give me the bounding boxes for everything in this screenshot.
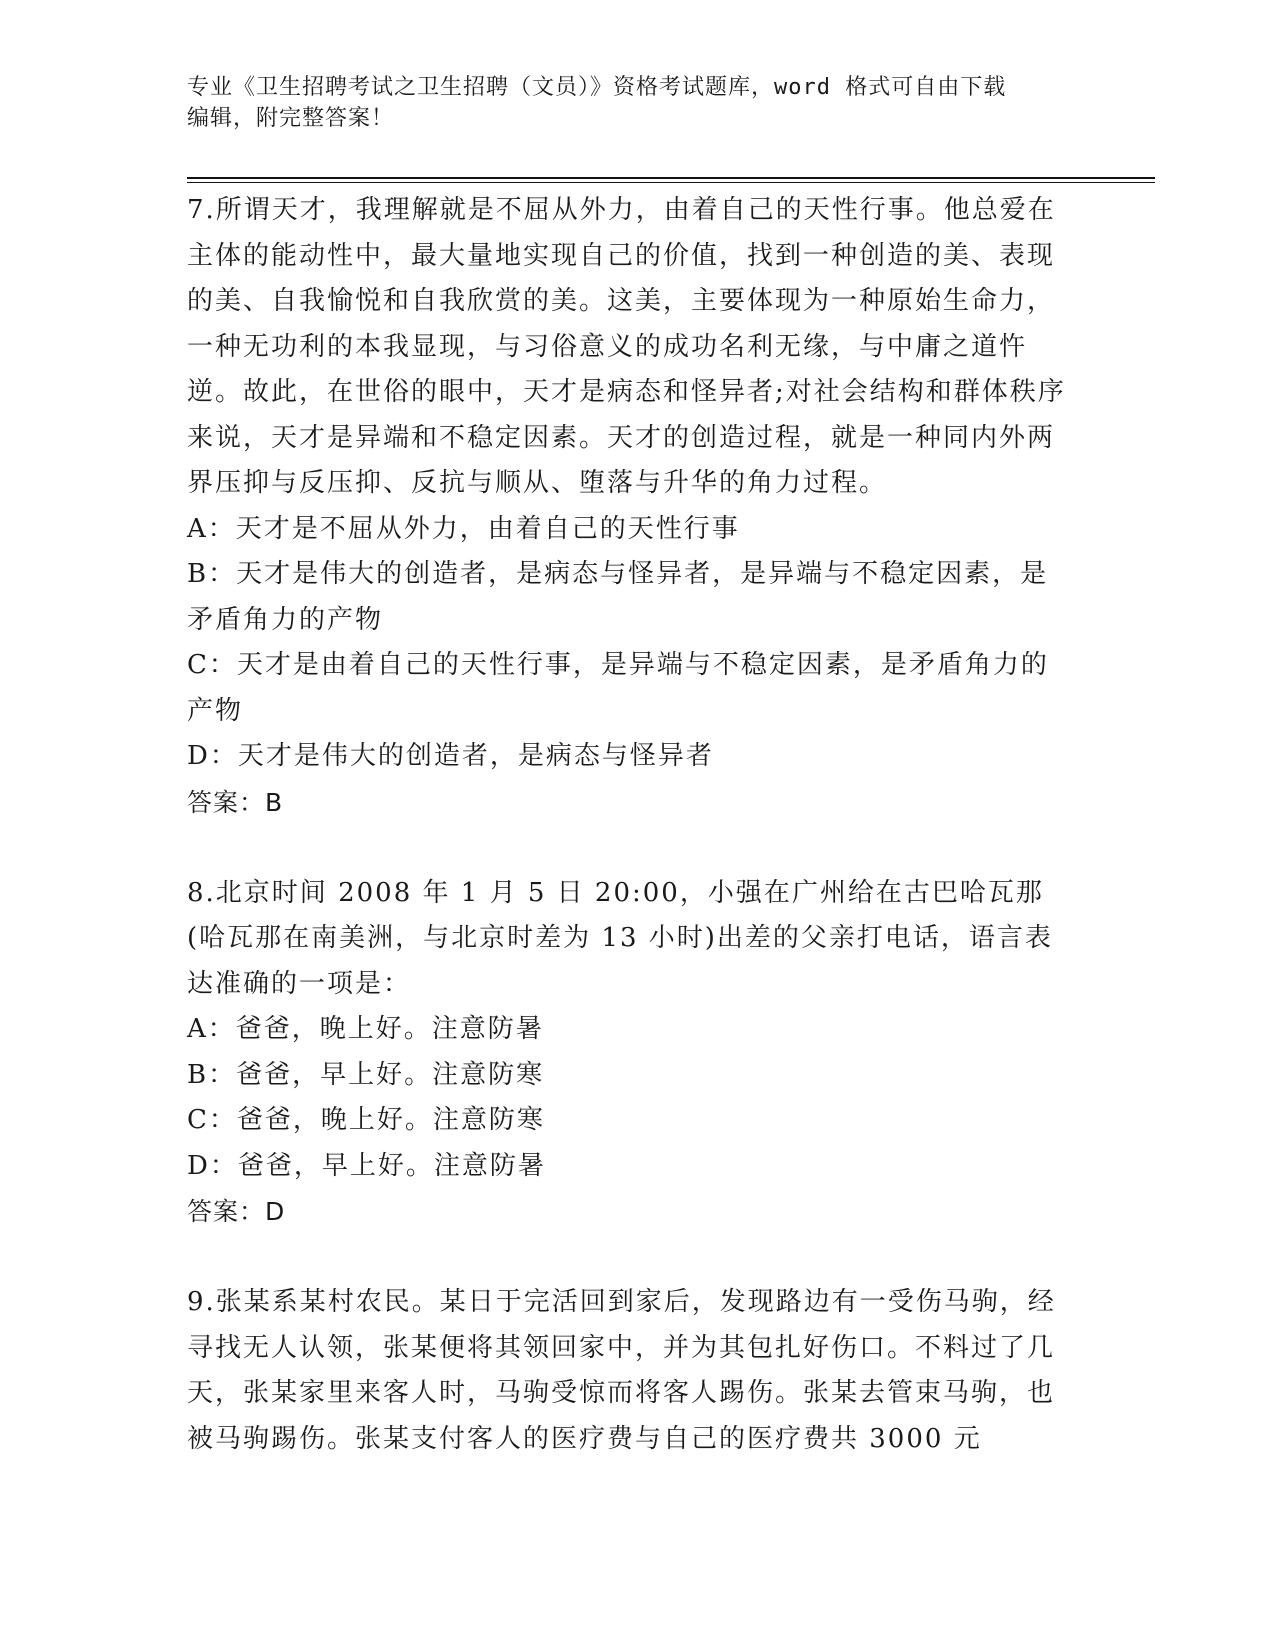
option-c: C：爸爸，晚上好。注意防寒: [187, 1105, 545, 1135]
header-rule-thick: [187, 177, 1155, 179]
question-list: [187, 188, 1067, 1462]
option-b: B：天才是伟大的创造者，是病态与怪异者，是异端与不稳定因素，是矛盾角力的产物: [187, 559, 1049, 635]
header-line-2: 编辑，附完整答案！: [187, 106, 395, 131]
question-stem: 7.所谓天才，我理解就是不屈从外力，由着自己的天性行事。他总爱在主体的能动性中，最大量地实现自己的价值，找到一种创造的美、表现的美、自我愉悦和自我欣赏的美。这美，主要体现为一种原始生命力，一种无功利的本我显现，与习俗意义的成功名利无缘，与中庸之道忤逆。故此，在世俗的眼中，天才是病态和怪异者;对社会结构和群体秩序来说，天才是异端和不稳定因素。天才的创造过程，就是一种同内外两界压抑与反压抑、反抗与顺从、堕落与升华的角力过程。: [187, 195, 1066, 498]
answer-label: 答案：B: [187, 787, 284, 817]
question-8: [187, 871, 1067, 1235]
option-a: A：天才是不屈从外力，由着自己的天性行事: [187, 513, 740, 544]
question-stem: 9.张某系某村农民。某日于完活回到家后，发现路边有一受伤马驹，经寻找无人认领，张某便将其领回家中，并为其包扎好伤口。不料过了几天，张某家里来客人时，马驹受惊而将客人踢伤。张某去管束马驹，也被马驹踢伤。张某支付客人的医疗费与自己的医疗费共 3000 元: [187, 1287, 1056, 1454]
header-line-1: 专业《卫生招聘考试之卫生招聘（文员）》资格考试题库，word 格式可自由下载: [187, 75, 1007, 100]
question-spacer: [187, 825, 1067, 871]
question-spacer: [187, 1235, 1067, 1281]
question-7: [187, 188, 1067, 825]
option-b: B：爸爸，早上好。注意防寒: [187, 1059, 545, 1090]
question-9: [187, 1280, 1067, 1462]
header-rule-thin: [187, 182, 1155, 183]
page-header: [187, 72, 1067, 134]
option-a: A：爸爸，晚上好。注意防暑: [187, 1014, 544, 1044]
answer-label: 答案：D: [187, 1197, 286, 1226]
question-stem: 8.北京时间 2008 年 1 月 5 日 20:00，小强在广州给在古巴哈瓦那(哈瓦那在南美洲，与北京时差为 13 小时)出差的父亲打电话，语言表达准确的一项是：: [187, 877, 1053, 999]
option-d: D：爸爸，早上好。注意防暑: [187, 1150, 546, 1181]
option-c: C：天才是由着自己的天性行事，是异端与不稳定因素，是矛盾角力的产物: [187, 650, 1049, 726]
option-d: D：天才是伟大的创造者，是病态与怪异者: [187, 741, 714, 771]
